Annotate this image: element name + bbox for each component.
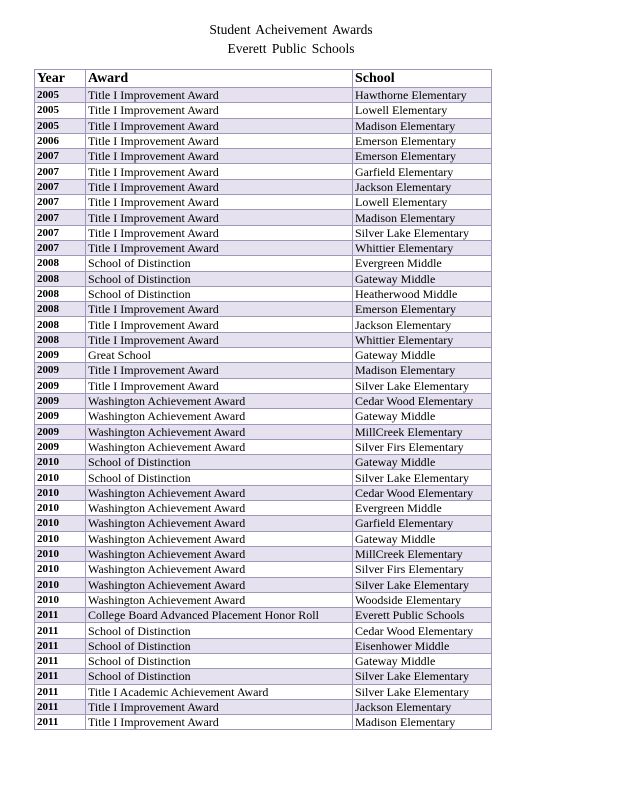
school-cell: Silver Lake Elementary — [353, 684, 492, 699]
table-row — [35, 470, 492, 485]
table-row — [35, 240, 492, 255]
table-row — [35, 348, 492, 363]
table-row — [35, 103, 492, 118]
table-row — [35, 118, 492, 133]
award-cell: School of Distinction — [86, 653, 353, 668]
school-cell: Silver Firs Elementary — [353, 439, 492, 454]
school-cell: Silver Firs Elementary — [353, 562, 492, 577]
award-cell: Title I Improvement Award — [86, 699, 353, 714]
award-cell: School of Distinction — [86, 256, 353, 271]
school-cell: Gateway Middle — [353, 348, 492, 363]
table-row — [35, 623, 492, 638]
column-header-award: Award — [86, 70, 353, 88]
school-cell: Madison Elementary — [353, 210, 492, 225]
school-cell: Lowell Elementary — [353, 195, 492, 210]
award-cell: Title I Improvement Award — [86, 332, 353, 347]
table-row — [35, 608, 492, 623]
document-subtitle: Everett Public Schools — [227, 41, 355, 56]
school-cell: Silver Lake Elementary — [353, 225, 492, 240]
year-cell: 2010 — [35, 501, 86, 516]
year-cell: 2010 — [35, 577, 86, 592]
year-cell: 2011 — [35, 715, 86, 730]
year-cell: 2008 — [35, 256, 86, 271]
year-cell: 2007 — [35, 210, 86, 225]
award-cell: Washington Achievement Award — [86, 439, 353, 454]
award-cell: Title I Improvement Award — [86, 179, 353, 194]
year-cell: 2011 — [35, 684, 86, 699]
year-cell: 2009 — [35, 378, 86, 393]
award-cell: School of Distinction — [86, 470, 353, 485]
school-cell: Evergreen Middle — [353, 256, 492, 271]
school-cell: Whittier Elementary — [353, 240, 492, 255]
award-cell: Title I Improvement Award — [86, 363, 353, 378]
award-cell: Title I Improvement Award — [86, 240, 353, 255]
school-cell: Emerson Elementary — [353, 133, 492, 148]
school-cell: Emerson Elementary — [353, 302, 492, 317]
school-cell: Gateway Middle — [353, 409, 492, 424]
award-cell: Washington Achievement Award — [86, 501, 353, 516]
year-cell: 2010 — [35, 516, 86, 531]
table-row — [35, 271, 492, 286]
table-row — [35, 256, 492, 271]
award-cell: Title I Improvement Award — [86, 302, 353, 317]
table-row — [35, 455, 492, 470]
year-cell: 2010 — [35, 562, 86, 577]
table-row — [35, 562, 492, 577]
school-cell: MillCreek Elementary — [353, 546, 492, 561]
table-row — [35, 88, 492, 103]
year-cell: 2010 — [35, 546, 86, 561]
year-cell: 2008 — [35, 332, 86, 347]
award-cell: School of Distinction — [86, 623, 353, 638]
table-row — [35, 485, 492, 500]
year-cell: 2006 — [35, 133, 86, 148]
year-cell: 2005 — [35, 118, 86, 133]
award-cell: College Board Advanced Placement Honor Roll — [86, 608, 353, 623]
year-cell: 2010 — [35, 592, 86, 607]
awards-table — [34, 69, 492, 730]
award-cell: Great School — [86, 348, 353, 363]
year-cell: 2008 — [35, 317, 86, 332]
year-cell: 2011 — [35, 623, 86, 638]
table-row — [35, 378, 492, 393]
year-cell: 2010 — [35, 485, 86, 500]
school-cell: Woodside Elementary — [353, 592, 492, 607]
year-cell: 2009 — [35, 393, 86, 408]
award-cell: School of Distinction — [86, 669, 353, 684]
year-cell: 2007 — [35, 164, 86, 179]
table-row — [35, 516, 492, 531]
year-cell: 2007 — [35, 179, 86, 194]
school-cell: Cedar Wood Elementary — [353, 485, 492, 500]
table-row — [35, 179, 492, 194]
year-cell: 2007 — [35, 149, 86, 164]
table-row — [35, 149, 492, 164]
award-cell: Title I Academic Achievement Award — [86, 684, 353, 699]
school-cell: Gateway Middle — [353, 455, 492, 470]
school-cell: Jackson Elementary — [353, 699, 492, 714]
school-cell: Madison Elementary — [353, 118, 492, 133]
school-cell: Cedar Wood Elementary — [353, 623, 492, 638]
award-cell: Washington Achievement Award — [86, 577, 353, 592]
award-cell: Washington Achievement Award — [86, 424, 353, 439]
year-cell: 2008 — [35, 271, 86, 286]
school-cell: Silver Lake Elementary — [353, 577, 492, 592]
award-cell: Title I Improvement Award — [86, 164, 353, 179]
school-cell: Gateway Middle — [353, 531, 492, 546]
school-cell: Lowell Elementary — [353, 103, 492, 118]
table-row — [35, 715, 492, 730]
school-cell: Jackson Elementary — [353, 317, 492, 332]
award-cell: School of Distinction — [86, 455, 353, 470]
award-cell: Title I Improvement Award — [86, 715, 353, 730]
award-cell: Washington Achievement Award — [86, 393, 353, 408]
award-cell: Washington Achievement Award — [86, 562, 353, 577]
school-cell: Silver Lake Elementary — [353, 378, 492, 393]
school-cell: Evergreen Middle — [353, 501, 492, 516]
school-cell: Garfield Elementary — [353, 516, 492, 531]
award-cell: Title I Improvement Award — [86, 149, 353, 164]
award-cell: Washington Achievement Award — [86, 592, 353, 607]
table-row — [35, 501, 492, 516]
table-row — [35, 684, 492, 699]
school-cell: Everett Public Schools — [353, 608, 492, 623]
school-cell: Silver Lake Elementary — [353, 669, 492, 684]
award-cell: School of Distinction — [86, 286, 353, 301]
table-row — [35, 669, 492, 684]
award-cell: Title I Improvement Award — [86, 103, 353, 118]
year-cell: 2007 — [35, 240, 86, 255]
year-cell: 2008 — [35, 286, 86, 301]
award-cell: Title I Improvement Award — [86, 118, 353, 133]
year-cell: 2005 — [35, 103, 86, 118]
table-body — [35, 88, 492, 730]
year-cell: 2011 — [35, 699, 86, 714]
table-row — [35, 592, 492, 607]
school-cell: Gateway Middle — [353, 271, 492, 286]
year-cell: 2011 — [35, 608, 86, 623]
school-cell: Silver Lake Elementary — [353, 470, 492, 485]
year-cell: 2007 — [35, 225, 86, 240]
table-row — [35, 546, 492, 561]
table-row — [35, 638, 492, 653]
school-cell: Cedar Wood Elementary — [353, 393, 492, 408]
school-cell: Whittier Elementary — [353, 332, 492, 347]
year-cell: 2011 — [35, 669, 86, 684]
school-cell: MillCreek Elementary — [353, 424, 492, 439]
table-row — [35, 393, 492, 408]
award-cell: School of Distinction — [86, 638, 353, 653]
column-header-school: School — [353, 70, 492, 88]
table-row — [35, 225, 492, 240]
year-cell: 2007 — [35, 195, 86, 210]
award-cell: Title I Improvement Award — [86, 88, 353, 103]
table-row — [35, 302, 492, 317]
document-header — [0, 20, 582, 58]
table-row — [35, 531, 492, 546]
document-title: Student Acheivement Awards — [209, 22, 373, 37]
table-row — [35, 195, 492, 210]
year-cell: 2010 — [35, 470, 86, 485]
award-cell: Title I Improvement Award — [86, 317, 353, 332]
award-cell: School of Distinction — [86, 271, 353, 286]
year-cell: 2009 — [35, 348, 86, 363]
school-cell: Jackson Elementary — [353, 179, 492, 194]
table-row — [35, 317, 492, 332]
year-cell: 2009 — [35, 439, 86, 454]
award-cell: Title I Improvement Award — [86, 133, 353, 148]
table-row — [35, 363, 492, 378]
award-cell: Washington Achievement Award — [86, 546, 353, 561]
table-row — [35, 332, 492, 347]
table-row — [35, 653, 492, 668]
table-row — [35, 439, 492, 454]
year-cell: 2011 — [35, 638, 86, 653]
award-cell: Washington Achievement Award — [86, 531, 353, 546]
year-cell: 2009 — [35, 409, 86, 424]
year-cell: 2009 — [35, 363, 86, 378]
table-row — [35, 577, 492, 592]
column-header-year: Year — [35, 70, 86, 88]
award-cell: Washington Achievement Award — [86, 409, 353, 424]
table-row — [35, 210, 492, 225]
award-cell: Title I Improvement Award — [86, 210, 353, 225]
school-cell: Garfield Elementary — [353, 164, 492, 179]
table-row — [35, 699, 492, 714]
year-cell: 2009 — [35, 424, 86, 439]
year-cell: 2010 — [35, 455, 86, 470]
award-cell: Washington Achievement Award — [86, 485, 353, 500]
school-cell: Heatherwood Middle — [353, 286, 492, 301]
table-row — [35, 424, 492, 439]
school-cell: Eisenhower Middle — [353, 638, 492, 653]
year-cell: 2010 — [35, 531, 86, 546]
school-cell: Gateway Middle — [353, 653, 492, 668]
school-cell: Emerson Elementary — [353, 149, 492, 164]
award-cell: Title I Improvement Award — [86, 195, 353, 210]
table-row — [35, 164, 492, 179]
school-cell: Madison Elementary — [353, 363, 492, 378]
year-cell: 2005 — [35, 88, 86, 103]
table-row — [35, 286, 492, 301]
award-cell: Title I Improvement Award — [86, 378, 353, 393]
year-cell: 2008 — [35, 302, 86, 317]
school-cell: Hawthorne Elementary — [353, 88, 492, 103]
year-cell: 2011 — [35, 653, 86, 668]
table-row — [35, 409, 492, 424]
table-row — [35, 133, 492, 148]
school-cell: Madison Elementary — [353, 715, 492, 730]
table-header-row — [35, 70, 492, 88]
award-cell: Washington Achievement Award — [86, 516, 353, 531]
award-cell: Title I Improvement Award — [86, 225, 353, 240]
